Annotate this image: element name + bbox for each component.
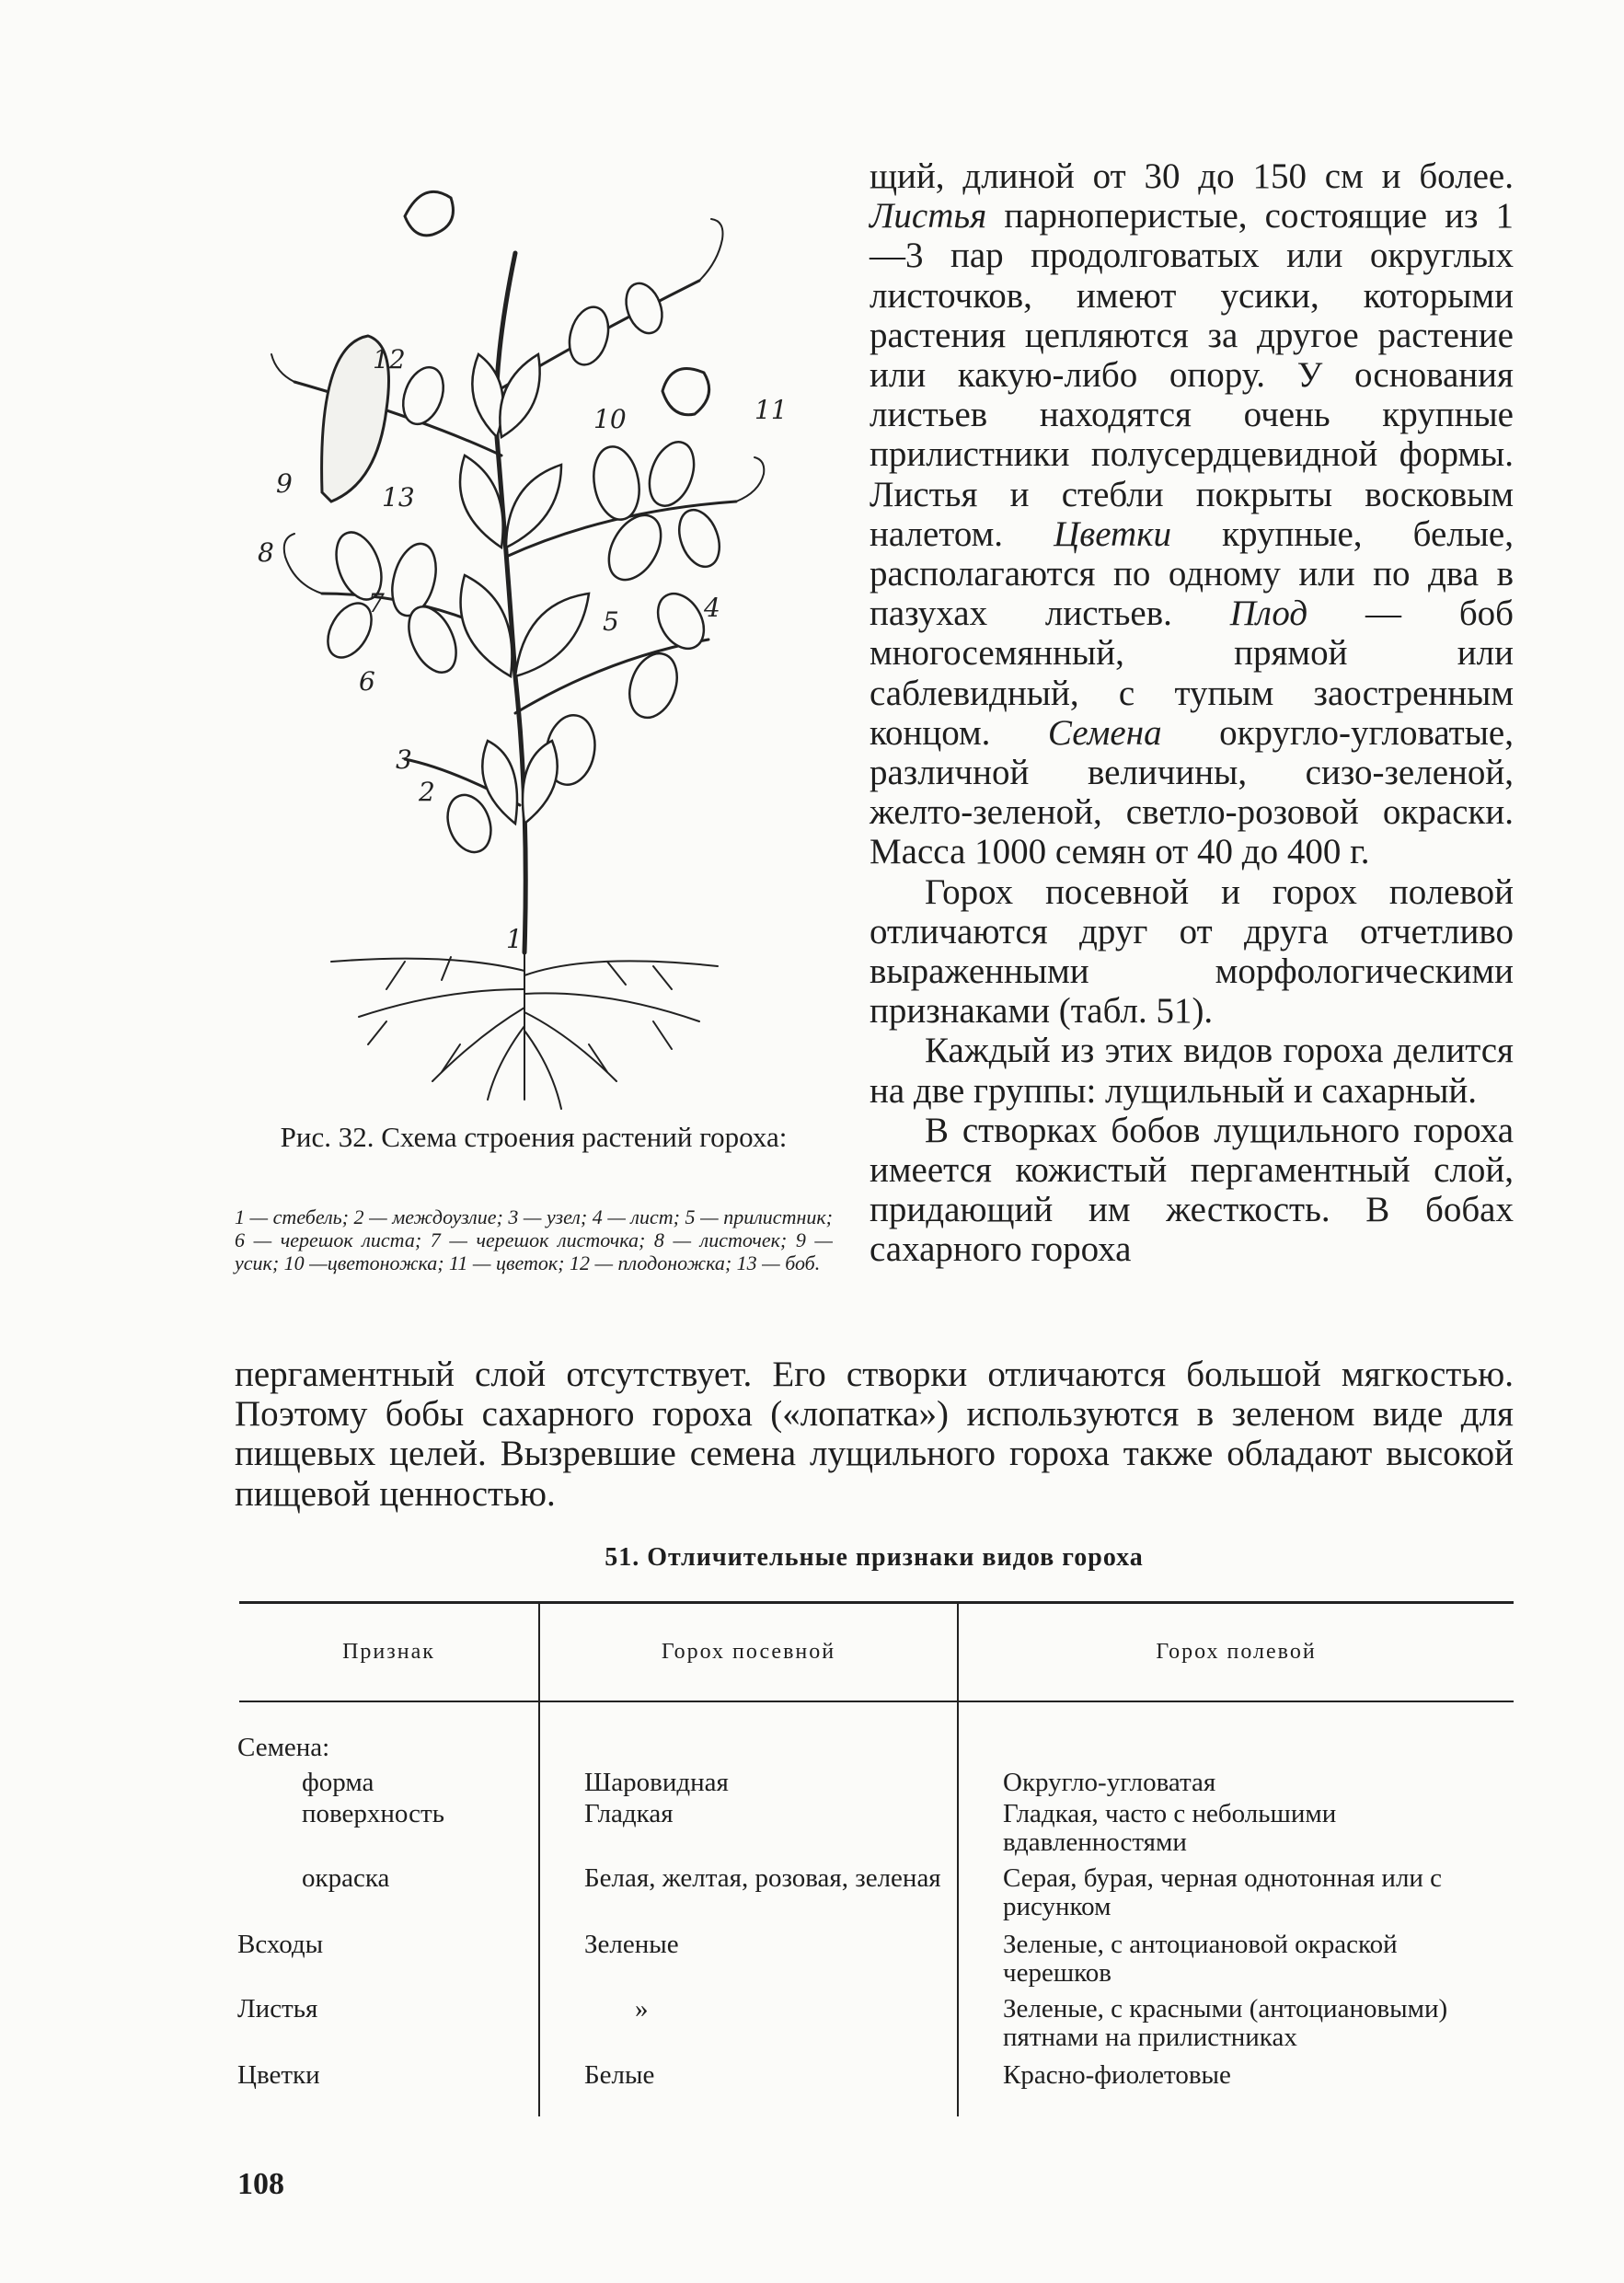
page-number: 108 [237,2167,284,2201]
header-field-pea: Горох полевой [1156,1640,1317,1664]
pea-plant-illustration [221,161,828,1118]
row-field: Зеленые, с красными (антоциановыми) пятнами на прилистниках [1003,1994,1448,2052]
right-column-text [870,156,1514,1270]
label-8: 8 [258,537,274,568]
row-feature: Цветки [237,2060,320,2090]
row-field: Серая, бурая, черная однотонная или с рисунком [1003,1863,1443,1921]
row-feature: форма [302,1768,374,1797]
label-11: 11 [754,395,788,425]
row-field: Красно-фиолетовые [1003,2060,1231,2090]
label-4: 4 [704,593,720,623]
paragraph-continuation: пергаментный слой отсутствует. Его створки отличаются большой мягкостью. Поэтому бобы сахарного гороха («лопатка») используются в зеленом виде для пищевых целей. Вызревшие семена лущильного гороха также обладают высокой пищевой ценностью. [235,1355,1514,1514]
label-5: 5 [603,606,619,637]
paragraph-parchment: В створках бобов лущильного гороха имеется кожистый пергаментный слой, придающий им жесткость. В бобах сахарного гороха [870,1110,1514,1270]
roots [331,952,718,1109]
label-10: 10 [593,404,627,434]
label-2: 2 [419,777,435,807]
label-13: 13 [382,482,415,513]
label-9: 9 [276,468,293,499]
row-sown: Зеленые [584,1930,679,1959]
table-rule-top [239,1601,1514,1604]
row-field: Округло-угловатая [1003,1768,1216,1797]
paragraph-description: щий, длиной от 30 до 150 см и более. Листья парноперистые, состоящие из 1—3 пар продолговатых или округлых листочков, имеют усики, которыми растения цепляются за другое растение или какую-либо опору. У основания листьев находятся очень крупные прилистники полусердцевидной формы. Листья и стебли покрыты восковым налетом. Цветки крупные, белые, располагаются по одному или по два в пазухах листьев. Плод — боб многосемянный, прямой или саблевидный, с тупым заостренным концом. Семена округло-угловатые, различной величины, сизо-зеленой, желто-зеленой, светло-розовой окраски. Масса 1000 семян от 40 до 400 г. [870,156,1515,872]
row-field: Зеленые, с антоциановой окраской черешков [1003,1930,1398,1988]
row-sown: Гладкая [584,1799,674,1828]
row-sown: Белые [584,2060,655,2090]
pea-plant-figure [221,161,828,1118]
label-3: 3 [396,744,412,775]
paragraph-groups: Каждый из этих видов гороха делится на две группы: лущильный и сахарный. [870,1031,1514,1111]
row-feature: Листья [237,1994,318,2024]
table-rule-header [239,1701,1514,1702]
section-seeds: Семена: [237,1733,330,1762]
row-sown: » [635,1994,649,2024]
figure-caption-title: Рис. 32. Схема строения растений гороха: [280,1121,788,1153]
row-feature: Всходы [237,1930,324,1959]
figure-legend: 1 — стебель; 2 — междоузлие; 3 — узел; 4 — лист; 5 — прилистник; 6 — черешок листа; 7 — черешок листочка; 8 — листочек; 9 — усик; 10 —цветоножка; 11 — цветок; 12 — плодоножка; 13 — боб. [235,1205,833,1274]
table-col-divider-1 [538,1601,540,2116]
label-1: 1 [506,924,523,954]
row-feature: поверхность [302,1799,444,1828]
row-field: Гладкая, часто с небольшими вдавленностями [1003,1799,1337,1857]
label-6: 6 [359,666,375,697]
label-7: 7 [368,588,385,618]
header-sown-pea: Горох посевной [661,1640,836,1664]
table-title: 51. Отличительные признаки видов гороха [605,1543,1144,1572]
row-feature: окраска [302,1863,390,1893]
row-sown: Шаровидная [584,1768,729,1797]
full-width-text [235,1355,1514,1514]
label-12: 12 [373,344,406,375]
row-sown: Белая, желтая, розовая, зеленая [584,1863,941,1893]
header-feature: Признак [342,1640,435,1664]
table-col-divider-2 [957,1601,959,2116]
paragraph-species: Горох посевной и горох полевой отличаются друг от друга отчетливо выраженными морфологическими признаками (табл. 51). [870,871,1514,1032]
